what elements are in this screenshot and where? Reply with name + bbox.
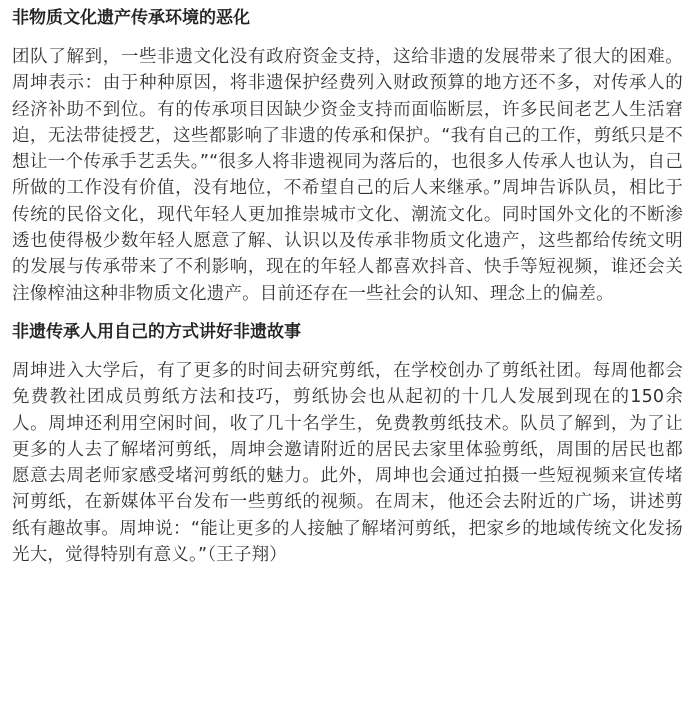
section-heading-environment: 非物质文化遗产传承环境的恶化 — [12, 8, 250, 28]
section-paragraph-environment: 团队了解到，一些非遗文化没有政府资金支持，这给非遗的发展带来了很大的困难。周坤表示：由于种种原因，将非遗保护经费列入财政预算的地方还不多，对传承人的经济补助不到位。有的传承项目因缺少资金支持而面临断层，许多民间老艺人生活窘迫，无法带徒授艺，这些都影响了非遗的传承和保护。“我有自己的工作，剪纸只是不想让一个传承手艺丢失。”“很多人将非遗视同为落后的，也很多人传承人也认为，自己所做的工作没有价值，没有地位，不希望自己的后人来继承。”周坤告诉队员，相比于传统的民俗文化，现代年轻人更加推崇城市文化、潮流文化。同时国外文化的不断渗透也使得极少数年轻人愿意了解、认识以及传承非物质文化遗产，这些都给传统文明的发展与传承带来了不利影响，现在的年轻人都喜欢抖音、快手等短视频，谁还会关注像榨油这种非物质文化遗产。目前还存在一些社会的认知、理念上的偏差。 — [12, 47, 683, 304]
section-heading-inheritor: 非遗传承人用自己的方式讲好非遗故事 — [12, 321, 301, 342]
section-paragraph-inheritor: 周坤进入大学后，有了更多的时间去研究剪纸，在学校创办了剪纸社团。每周他都会免费教社团成员剪纸方法和技巧，剪纸协会也从起初的十几人发展到现在的150余人。周坤还利用空闲时间，收了几十名学生，免费教剪纸技术。队员了解到，为了让更多的人去了解堵河剪纸，周坤会邀请附近的居民去家里体验剪纸，周围的居民也都愿意去周老师家感受堵河剪纸的魅力。此外，周坤也会通过拍摄一些短视频来宣传堵河剪纸，在新媒体平台发布一些剪纸的视频。在周末，他还会去附近的广场，讲述剪纸有趣故事。周坤说：“能让更多的人接触了解堵河剪纸，把家乡的地域传统文化发扬光大，觉得特别有意义。”（王子翔） — [12, 360, 683, 566]
